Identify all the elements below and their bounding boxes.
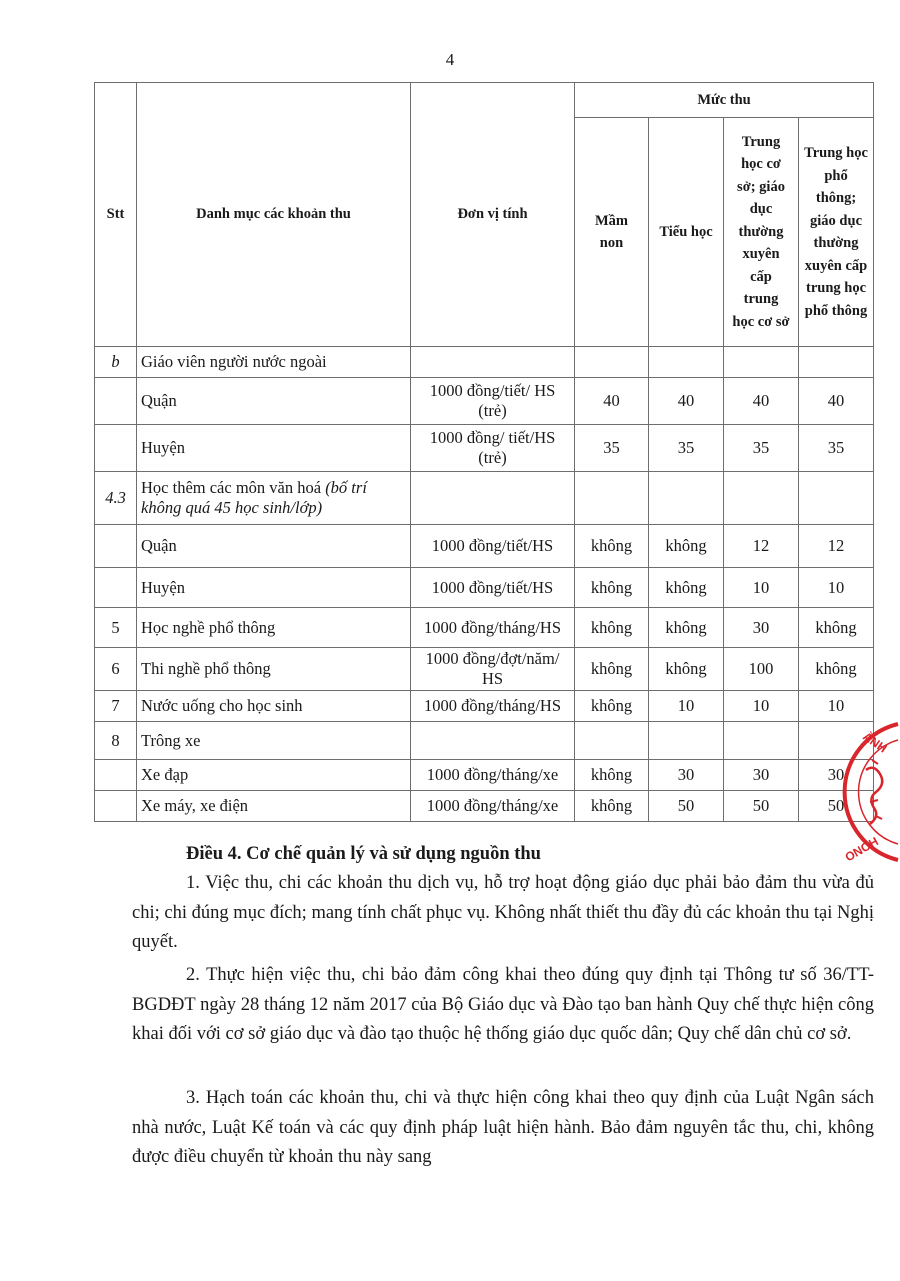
cell-fee-value: 30	[724, 608, 799, 648]
cell-stt	[95, 425, 137, 472]
article-paragraph-2: 2. Thực hiện việc thu, chi bảo đảm công khai theo đúng quy định tại Thông tư số 36/TT-BGDĐT ngày 28 tháng 12 năm 2017 của Bộ Giáo dục và Đào tạo ban hành Quy chế thực hiện công khai đối với cơ sở giáo dục và đào tạo thuộc hệ thống giáo dục quốc dân; Quy chế dân chủ cơ sở.	[132, 965, 874, 1044]
item-name: Huyện	[141, 438, 185, 457]
header-stt: Stt	[95, 83, 137, 347]
article-title: Điều 4. Cơ chế quản lý và sử dụng nguồn thu	[186, 844, 541, 864]
item-name: Thi nghề phổ thông	[141, 659, 271, 678]
cell-fee-value	[575, 347, 649, 378]
cell-fee-value	[724, 472, 799, 525]
item-name: Huyện	[141, 577, 185, 597]
table-row	[95, 608, 874, 648]
table-row	[95, 347, 874, 378]
cell-stt	[95, 760, 137, 791]
cell-fee-value	[799, 722, 874, 760]
item-name: Xe đạp	[141, 765, 189, 784]
cell-unit: 1000 đồng/tháng/xe	[411, 760, 575, 791]
item-name: Học nghề phổ thông	[141, 617, 276, 637]
item-name: Nước uống cho học sinh	[141, 696, 303, 715]
cell-fee-value: 40	[724, 378, 799, 425]
cell-fee-value: 30	[724, 760, 799, 791]
cell-stt: 4.3	[95, 472, 137, 525]
cell-stt: 6	[95, 648, 137, 691]
cell-unit	[411, 472, 575, 525]
item-name: Xe máy, xe điện	[141, 796, 249, 815]
cell-unit	[411, 722, 575, 760]
table-row	[95, 691, 874, 722]
cell-fee-value: 12	[724, 525, 799, 568]
cell-item-name	[137, 648, 411, 691]
table-row	[95, 760, 874, 791]
table-row	[95, 425, 874, 472]
header-thcs: Trung học cơ sở; giáo dục thường xuyên cấp trung học cơ sở	[724, 118, 799, 347]
cell-fee-value	[649, 722, 724, 760]
cell-unit: 1000 đồng/ tiết/HS (trẻ)	[411, 425, 575, 472]
cell-fee-value	[649, 347, 724, 378]
cell-item-name	[137, 347, 411, 378]
table-row	[95, 648, 874, 691]
cell-fee-value	[724, 722, 799, 760]
cell-fee-value: không	[799, 608, 874, 648]
cell-stt	[95, 791, 137, 822]
cell-fee-value: 50	[799, 791, 874, 822]
cell-stt: 7	[95, 691, 137, 722]
cell-fee-value	[575, 722, 649, 760]
cell-item-name	[137, 791, 411, 822]
cell-fee-value: không	[649, 608, 724, 648]
table-row	[95, 568, 874, 608]
svg-text:ÀNH: ÀNH	[860, 729, 890, 756]
cell-item-name	[137, 525, 411, 568]
cell-item-name	[137, 472, 411, 525]
table-row	[95, 378, 874, 425]
cell-stt	[95, 568, 137, 608]
cell-fee-value: không	[575, 525, 649, 568]
cell-unit: 1000 đồng/tiết/HS	[411, 525, 575, 568]
cell-fee-value: không	[649, 648, 724, 691]
cell-item-name	[137, 568, 411, 608]
svg-text:ONOH: ONOH	[842, 834, 881, 865]
cell-fee-value: 30	[799, 760, 874, 791]
header-tieu-hoc: Tiểu học	[649, 118, 724, 347]
table-row	[95, 722, 874, 760]
cell-item-name	[137, 608, 411, 648]
header-thpt: Trung học phổ thông; giáo dục thường xuyên cấp trung học phổ thông	[799, 118, 874, 347]
cell-fee-value	[649, 472, 724, 525]
item-name: Trông xe	[141, 730, 201, 750]
header-danh-muc: Danh mục các khoản thu	[137, 83, 411, 347]
cell-stt	[95, 378, 137, 425]
cell-unit: 1000 đồng/tháng/HS	[411, 608, 575, 648]
cell-fee-value: 100	[724, 648, 799, 691]
cell-stt: b	[95, 347, 137, 378]
cell-fee-value: 10	[649, 691, 724, 722]
cell-fee-value: 35	[575, 425, 649, 472]
cell-fee-value: không	[649, 525, 724, 568]
cell-fee-value: 40	[799, 378, 874, 425]
cell-fee-value: 50	[649, 791, 724, 822]
cell-fee-value	[799, 347, 874, 378]
cell-stt	[95, 525, 137, 568]
cell-fee-value: 40	[649, 378, 724, 425]
cell-fee-value: 40	[575, 378, 649, 425]
cell-fee-value: 50	[724, 791, 799, 822]
cell-fee-value: 10	[799, 568, 874, 608]
cell-fee-value: 35	[724, 425, 799, 472]
cell-stt: 5	[95, 608, 137, 648]
cell-item-name	[137, 722, 411, 760]
cell-fee-value: không	[575, 691, 649, 722]
cell-fee-value: không	[575, 568, 649, 608]
cell-fee-value: không	[649, 568, 724, 608]
cell-fee-value: không	[575, 648, 649, 691]
cell-fee-value	[799, 472, 874, 525]
cell-fee-value	[724, 347, 799, 378]
cell-item-name	[137, 378, 411, 425]
table-row	[95, 472, 874, 525]
page-number: 4	[445, 50, 455, 69]
cell-fee-value: không	[575, 791, 649, 822]
cell-fee-value: 35	[799, 425, 874, 472]
item-note: (bố trí không quá 45 học sinh/lớp)	[141, 478, 367, 517]
cell-stt: 8	[95, 722, 137, 760]
cell-unit	[411, 347, 575, 378]
fee-table	[94, 82, 874, 822]
item-name: Quận	[141, 536, 177, 555]
cell-fee-value: 10	[799, 691, 874, 722]
table-row	[95, 791, 874, 822]
cell-fee-value: 12	[799, 525, 874, 568]
cell-unit: 1000 đồng/tháng/xe	[411, 791, 575, 822]
cell-fee-value: 30	[649, 760, 724, 791]
cell-fee-value: 35	[649, 425, 724, 472]
cell-fee-value: 10	[724, 691, 799, 722]
cell-item-name	[137, 425, 411, 472]
table-row	[95, 525, 874, 568]
header-don-vi: Đơn vị tính	[411, 83, 575, 347]
item-name: Học thêm các môn văn hoá	[141, 478, 326, 497]
cell-fee-value: không	[575, 760, 649, 791]
cell-unit: 1000 đồng/tiết/ HS (trẻ)	[411, 378, 575, 425]
cell-fee-value: không	[799, 648, 874, 691]
header-muc-thu: Mức thu	[575, 83, 874, 118]
cell-unit: 1000 đồng/tháng/HS	[411, 691, 575, 722]
cell-fee-value	[575, 472, 649, 525]
item-name: Quận	[141, 391, 177, 410]
cell-unit: 1000 đồng/tiết/HS	[411, 568, 575, 608]
cell-item-name	[137, 691, 411, 722]
article-paragraph-3: 3. Hạch toán các khoản thu, chi và thực hiện công khai theo quy định của Luật Ngân sách nhà nước, Luật Kế toán và các quy định pháp luật hiện hành. Bảo đảm nguyên tắc thu, chi, không được điều chuyển từ khoản thu này sang	[132, 1088, 874, 1167]
cell-item-name	[137, 760, 411, 791]
item-name: Giáo viên người nước ngoài	[141, 352, 327, 371]
cell-unit: 1000 đồng/đợt/năm/ HS	[411, 648, 575, 691]
cell-fee-value: 10	[724, 568, 799, 608]
header-mam-non: Mầm non	[575, 118, 649, 347]
cell-fee-value: không	[575, 608, 649, 648]
article-paragraph-1: 1. Việc thu, chi các khoản thu dịch vụ, hỗ trợ hoạt động giáo dục phải bảo đảm thu vừa đủ chi; chi đúng mục đích; mang tính chất phục vụ. Không nhất thiết thu đầy đủ các khoản thu tại Nghị quyết.	[132, 873, 874, 952]
